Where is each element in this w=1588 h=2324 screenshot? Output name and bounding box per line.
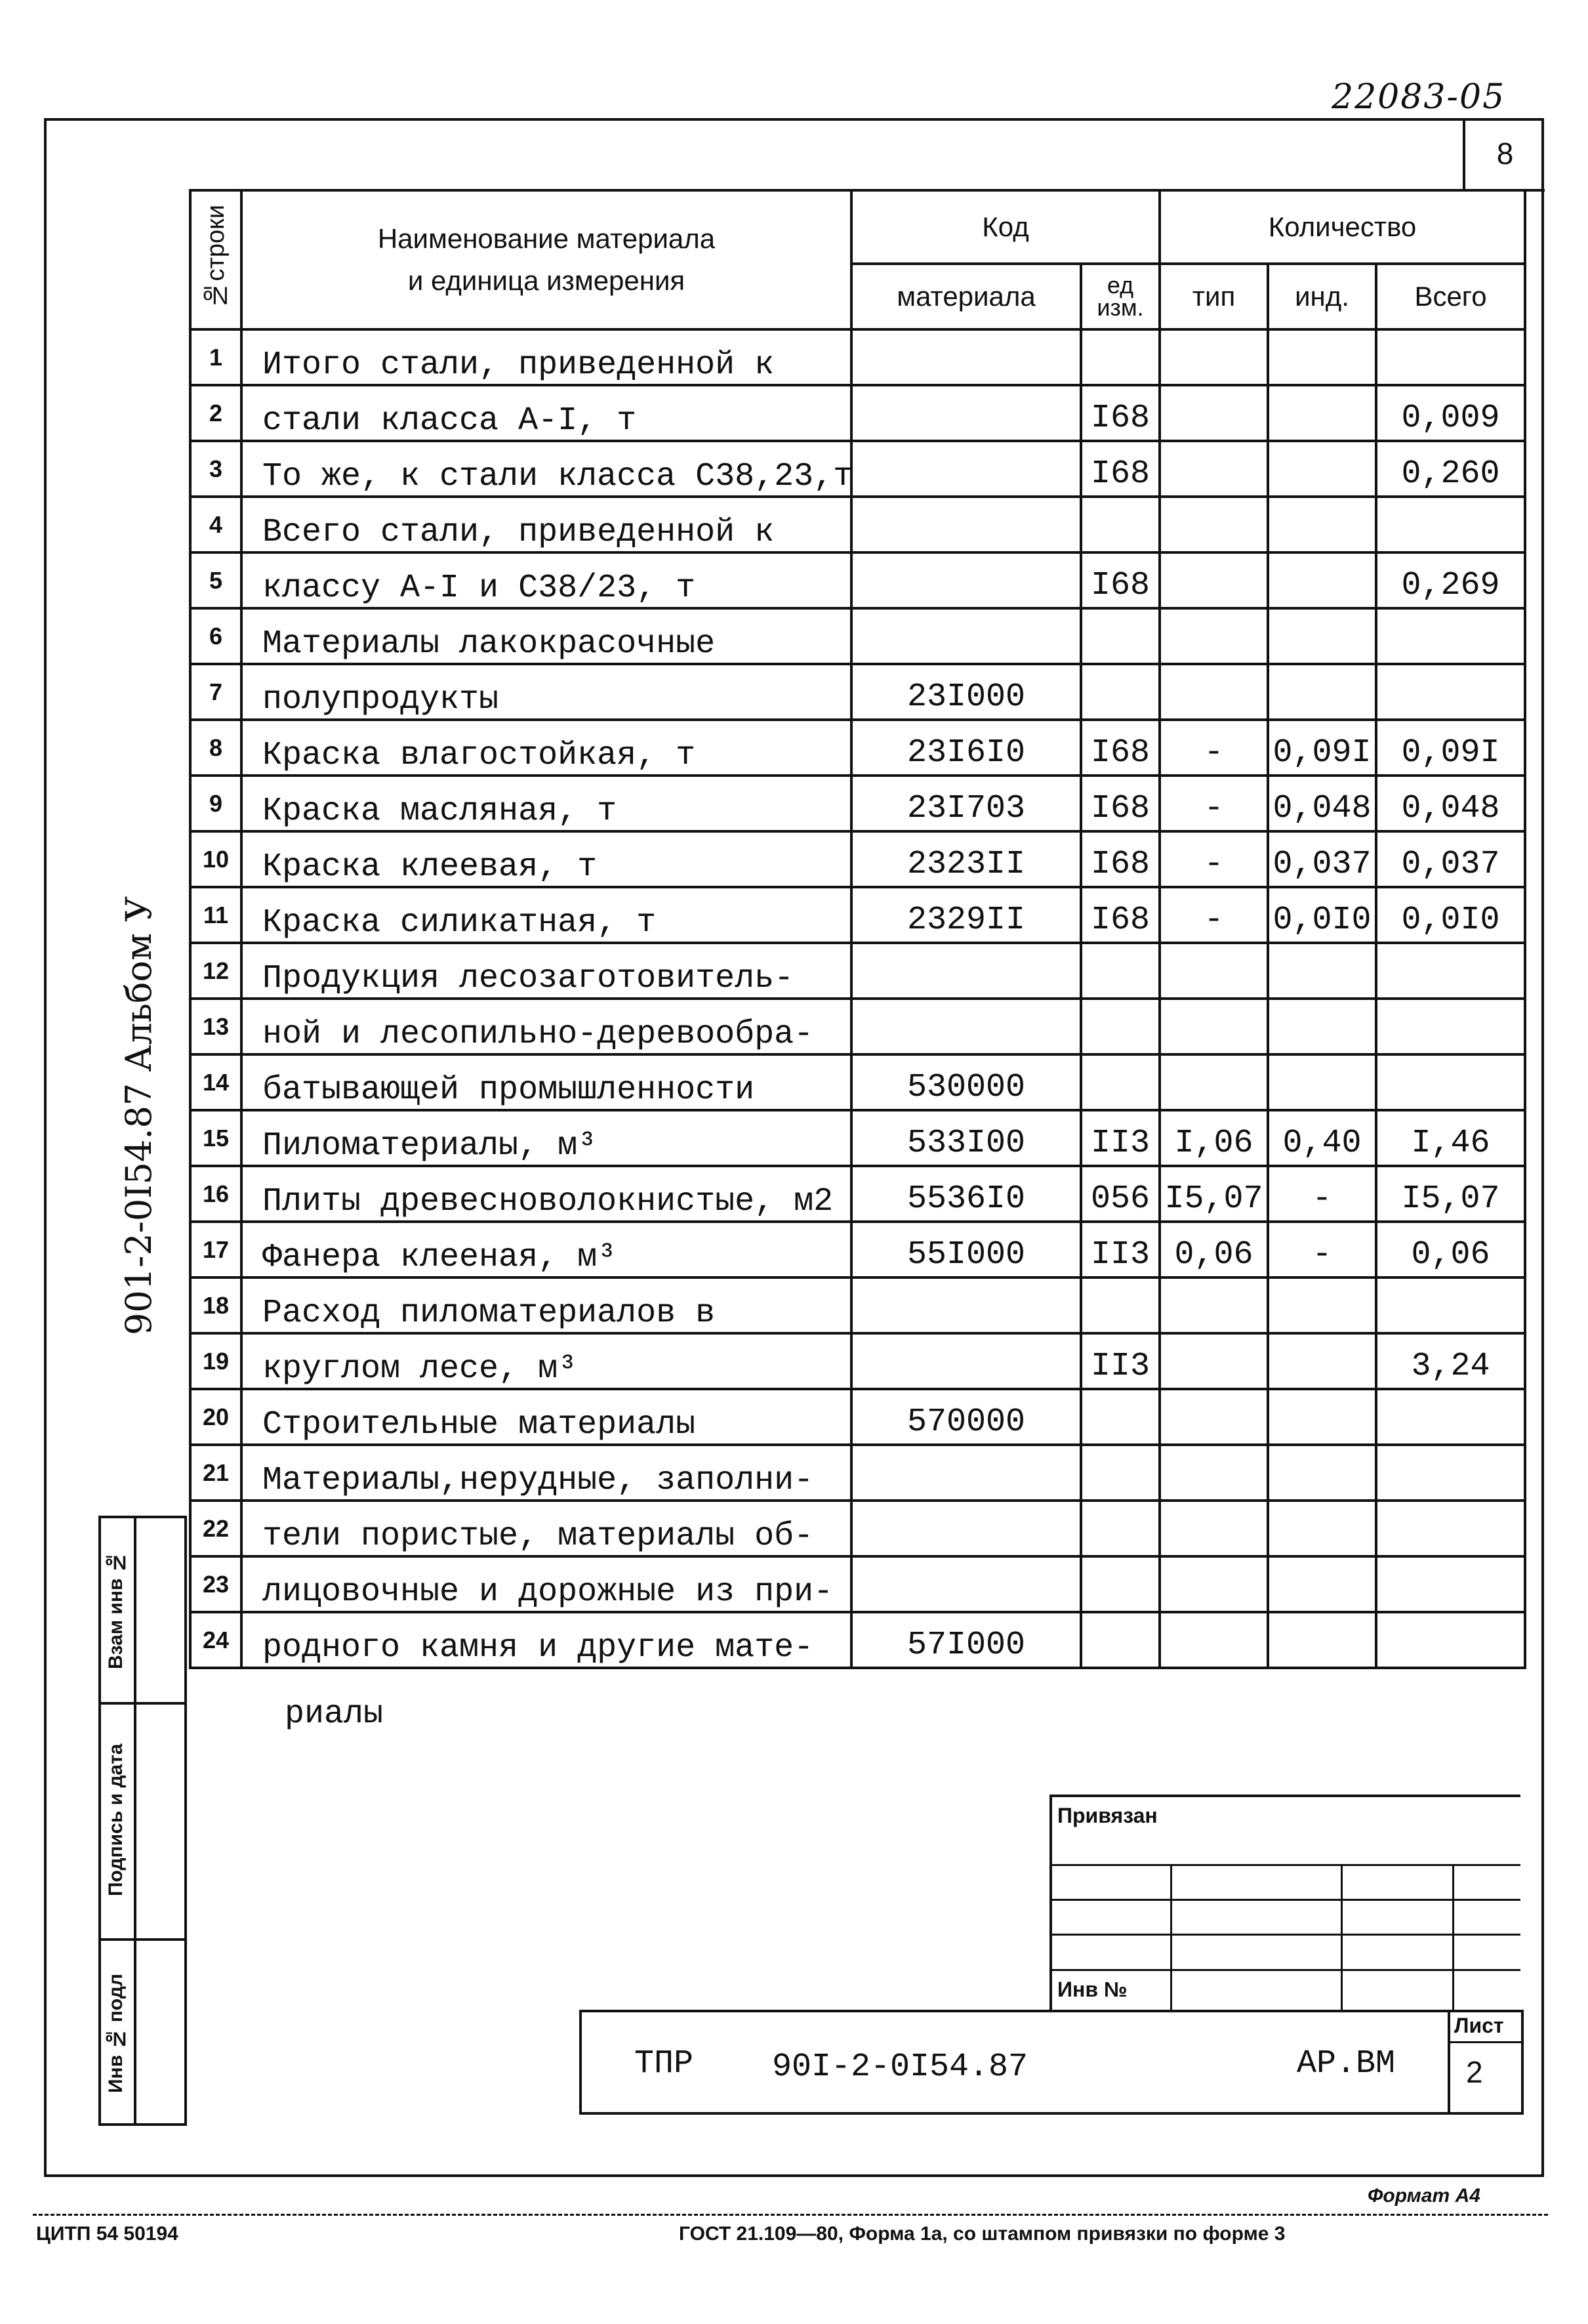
- stamp-inv-label: Инв №: [1057, 1978, 1128, 2001]
- qty-total: [1376, 1501, 1525, 1556]
- header-code-material: материала: [851, 264, 1081, 329]
- qty-ind: [1268, 608, 1376, 664]
- unit-code: [1081, 1612, 1160, 1668]
- qty-total: I,46: [1376, 1110, 1525, 1166]
- unit-code: II3: [1081, 1110, 1160, 1166]
- qty-ind: 0,0I0: [1268, 887, 1376, 943]
- material-name: Краска влагостойкая, т: [241, 720, 851, 776]
- qty-type: [1160, 1612, 1268, 1668]
- qty-ind: [1268, 1612, 1376, 1668]
- unit-code: [1081, 1501, 1160, 1556]
- list-divider: [1450, 2041, 1521, 2043]
- qty-ind: [1268, 1277, 1376, 1333]
- qty-total: [1376, 664, 1525, 720]
- stamp-line: [1052, 1864, 1520, 1866]
- material-name: Плиты древесноволокнистые, м2: [241, 1166, 851, 1222]
- qty-type: [1160, 1556, 1268, 1612]
- table-row: [190, 1110, 1525, 1166]
- table-row: [190, 887, 1525, 943]
- table-row: [190, 1054, 1525, 1110]
- row-number: 13: [190, 999, 241, 1054]
- header-row-number: №строки: [190, 190, 241, 329]
- material-code: [851, 1277, 1081, 1333]
- qty-type: I5,07: [1160, 1166, 1268, 1222]
- qty-type: -: [1160, 887, 1268, 943]
- document-code: 22083-05: [1332, 77, 1506, 117]
- material-name: полупродукты: [241, 664, 851, 720]
- unit-code: I68: [1081, 887, 1160, 943]
- qty-total: [1376, 1277, 1525, 1333]
- material-name: Пиломатериалы, м³: [241, 1110, 851, 1166]
- unit-code: [1081, 1445, 1160, 1501]
- qty-type: I,06: [1160, 1110, 1268, 1166]
- vzam-inv-label: Взам инв №: [105, 1551, 127, 1669]
- header-name-line2: и единица измерения: [407, 265, 685, 296]
- qty-type: [1160, 497, 1268, 552]
- header-code-group: Код: [851, 190, 1160, 264]
- privyazan-label: Привязан: [1057, 1804, 1158, 1827]
- material-code: [851, 608, 1081, 664]
- material-code: 57I000: [851, 1612, 1081, 1668]
- table-row: [190, 441, 1525, 497]
- material-name: родного камня и другие мате-: [241, 1612, 851, 1668]
- qty-total: 0,06: [1376, 1222, 1525, 1277]
- qty-ind: 0,09I: [1268, 720, 1376, 776]
- footer-right: ГОСТ 21.109—80, Форма 1а, со штампом привязки по форме 3: [679, 2223, 1286, 2245]
- material-code: 570000: [851, 1389, 1081, 1445]
- header-name-line1: Наименование материала: [377, 223, 716, 254]
- qty-ind: -: [1268, 1166, 1376, 1222]
- material-code: 533I00: [851, 1110, 1081, 1166]
- stamp-vline: [1170, 1864, 1172, 2011]
- qty-total: [1376, 999, 1525, 1054]
- signature-date-label: Подпись и дата: [105, 1743, 127, 1897]
- unit-code: [1081, 1556, 1160, 1612]
- header-unit-line2: изм.: [1097, 294, 1144, 321]
- stamp-line: [1052, 1934, 1520, 1936]
- qty-type: -: [1160, 776, 1268, 831]
- qty-type: [1160, 1445, 1268, 1501]
- qty-type: [1160, 441, 1268, 497]
- qty-total: 0,0I0: [1376, 887, 1525, 943]
- row-number: 9: [190, 776, 241, 831]
- material-name: Всего стали, приведенной к: [241, 497, 851, 552]
- continuation-text: риалы: [285, 1695, 384, 1733]
- material-code: 2323II: [851, 831, 1081, 887]
- unit-code: [1081, 608, 1160, 664]
- album-side-label: 901-2-0I54.87 Альбом У: [118, 896, 159, 1335]
- unit-code: [1081, 664, 1160, 720]
- table-row: [190, 1389, 1525, 1445]
- material-code: 23I000: [851, 664, 1081, 720]
- qty-type: [1160, 608, 1268, 664]
- qty-total: [1376, 1612, 1525, 1668]
- material-code: [851, 552, 1081, 608]
- header-unit-line1: ед: [1107, 272, 1134, 299]
- row-number: 8: [190, 720, 241, 776]
- material-code: 5536I0: [851, 1166, 1081, 1222]
- table-row: [190, 720, 1525, 776]
- qty-ind: [1268, 1389, 1376, 1445]
- qty-ind: [1268, 999, 1376, 1054]
- material-code: [851, 1556, 1081, 1612]
- qty-type: [1160, 1389, 1268, 1445]
- material-name: Расход пиломатериалов в: [241, 1277, 851, 1333]
- material-code: 23I6I0: [851, 720, 1081, 776]
- qty-type: [1160, 1277, 1268, 1333]
- material-name: круглом лесе, м³: [241, 1333, 851, 1389]
- row-number: 18: [190, 1277, 241, 1333]
- material-code: [851, 1445, 1081, 1501]
- material-name: Краска силикатная, т: [241, 887, 851, 943]
- row-number: 24: [190, 1612, 241, 1668]
- material-code: [851, 329, 1081, 385]
- row-number: 11: [190, 887, 241, 943]
- qty-total: 0,009: [1376, 385, 1525, 441]
- qty-ind: [1268, 441, 1376, 497]
- qty-type: [1160, 943, 1268, 999]
- header-qty-ind: инд.: [1268, 264, 1376, 329]
- qty-total: [1376, 1445, 1525, 1501]
- qty-total: [1376, 943, 1525, 999]
- qty-total: I5,07: [1376, 1166, 1525, 1222]
- qty-total: 0,269: [1376, 552, 1525, 608]
- unit-code: I68: [1081, 385, 1160, 441]
- qty-type: 0,06: [1160, 1222, 1268, 1277]
- table-row: [190, 1556, 1525, 1612]
- qty-total: 0,048: [1376, 776, 1525, 831]
- qty-total: [1376, 1389, 1525, 1445]
- left-stamp-divider: [101, 1938, 184, 1941]
- row-number: 15: [190, 1110, 241, 1166]
- drawing-mark: АР.ВМ: [1297, 2045, 1396, 2083]
- material-name: Строительные материалы: [241, 1389, 851, 1445]
- left-stamp-vline: [134, 1518, 136, 2123]
- row-number: 16: [190, 1166, 241, 1222]
- title-block: [579, 2010, 1524, 2115]
- material-name: лицовочные и дорожные из при-: [241, 1556, 851, 1612]
- qty-ind: [1268, 1445, 1376, 1501]
- unit-code: I68: [1081, 720, 1160, 776]
- stamp-line: [1052, 1899, 1520, 1901]
- unit-code: I68: [1081, 831, 1160, 887]
- material-code: 55I000: [851, 1222, 1081, 1277]
- table-row: [190, 1166, 1525, 1222]
- unit-code: [1081, 329, 1160, 385]
- qty-total: 3,24: [1376, 1333, 1525, 1389]
- qty-ind: [1268, 385, 1376, 441]
- row-number: 1: [190, 329, 241, 385]
- material-code: 2329II: [851, 887, 1081, 943]
- material-name: Итого стали, приведенной к: [241, 329, 851, 385]
- material-name: классу А-I и С38/23, т: [241, 552, 851, 608]
- qty-ind: [1268, 943, 1376, 999]
- row-number: 6: [190, 608, 241, 664]
- qty-total: [1376, 497, 1525, 552]
- unit-code: [1081, 943, 1160, 999]
- table-row: [190, 608, 1525, 664]
- unit-code: I68: [1081, 441, 1160, 497]
- row-number: 20: [190, 1389, 241, 1445]
- footer-left: ЦИТП 54 50194: [36, 2223, 178, 2245]
- qty-ind: 0,037: [1268, 831, 1376, 887]
- qty-total: [1376, 608, 1525, 664]
- qty-ind: [1268, 329, 1376, 385]
- material-name: батывающей промышленности: [241, 1054, 851, 1110]
- row-number: 23: [190, 1556, 241, 1612]
- row-number: 21: [190, 1445, 241, 1501]
- unit-code: I68: [1081, 776, 1160, 831]
- qty-type: -: [1160, 831, 1268, 887]
- qty-ind: [1268, 1054, 1376, 1110]
- material-name: стали класса А-I, т: [241, 385, 851, 441]
- tpr-label: ТПР: [634, 2045, 694, 2083]
- qty-ind: [1268, 1333, 1376, 1389]
- qty-ind: 0,40: [1268, 1110, 1376, 1166]
- material-code: 23I703: [851, 776, 1081, 831]
- material-code: [851, 999, 1081, 1054]
- header-qty-type: тип: [1160, 264, 1268, 329]
- table-row: [190, 831, 1525, 887]
- table-row: [190, 1445, 1525, 1501]
- qty-type: [1160, 1501, 1268, 1556]
- table-row: [190, 999, 1525, 1054]
- table-row: [190, 552, 1525, 608]
- qty-total: 0,260: [1376, 441, 1525, 497]
- qty-total: [1376, 329, 1525, 385]
- material-code: [851, 1501, 1081, 1556]
- material-code: [851, 943, 1081, 999]
- qty-ind: [1268, 1501, 1376, 1556]
- row-number: 22: [190, 1501, 241, 1556]
- qty-type: -: [1160, 720, 1268, 776]
- unit-code: I68: [1081, 552, 1160, 608]
- material-name: тели пористые, материалы об-: [241, 1501, 851, 1556]
- unit-code: [1081, 497, 1160, 552]
- qty-ind: [1268, 497, 1376, 552]
- sheet-box: [1448, 2012, 1521, 2112]
- table-row: [190, 943, 1525, 999]
- unit-code: II3: [1081, 1333, 1160, 1389]
- materials-table: [189, 189, 1526, 1669]
- stamp-line: [1052, 1969, 1520, 1971]
- table-row: [190, 776, 1525, 831]
- left-stamp-divider: [101, 1702, 184, 1705]
- row-number: 12: [190, 943, 241, 999]
- material-name: Краска клеевая, т: [241, 831, 851, 887]
- table-row: [190, 1222, 1525, 1277]
- row-number: 7: [190, 664, 241, 720]
- table-row: [190, 1612, 1525, 1668]
- material-code: [851, 1333, 1081, 1389]
- stamp-vline: [1341, 1864, 1343, 2011]
- row-number: 3: [190, 441, 241, 497]
- list-value: 2: [1466, 2055, 1483, 2089]
- footer-line: [33, 2214, 1548, 2216]
- unit-code: 056: [1081, 1166, 1160, 1222]
- material-name: Продукция лесозаготовитель-: [241, 943, 851, 999]
- material-code: [851, 441, 1081, 497]
- qty-total: 0,037: [1376, 831, 1525, 887]
- qty-type: [1160, 552, 1268, 608]
- table-row: [190, 385, 1525, 441]
- row-number: 17: [190, 1222, 241, 1277]
- row-number: 4: [190, 497, 241, 552]
- left-side-stamp: [98, 1516, 187, 2126]
- unit-code: [1081, 1277, 1160, 1333]
- material-name: Материалы,нерудные, заполни-: [241, 1445, 851, 1501]
- sheet-number: 8: [1463, 119, 1545, 192]
- stamp-vline: [1452, 1864, 1454, 2011]
- table-row: [190, 664, 1525, 720]
- table-row: [190, 329, 1525, 385]
- table-row: [190, 497, 1525, 552]
- row-number: 5: [190, 552, 241, 608]
- unit-code: II3: [1081, 1222, 1160, 1277]
- row-number: 19: [190, 1333, 241, 1389]
- table-row: [190, 1333, 1525, 1389]
- qty-type: [1160, 329, 1268, 385]
- qty-type: [1160, 664, 1268, 720]
- row-number: 2: [190, 385, 241, 441]
- qty-type: [1160, 1333, 1268, 1389]
- material-code: [851, 385, 1081, 441]
- row-number: 14: [190, 1054, 241, 1110]
- qty-ind: 0,048: [1268, 776, 1376, 831]
- material-name: Материалы лакокрасочные: [241, 608, 851, 664]
- qty-total: [1376, 1054, 1525, 1110]
- header-qty-total: Всего: [1376, 264, 1525, 329]
- unit-code: [1081, 999, 1160, 1054]
- format-label: Формат А4: [1368, 2185, 1480, 2207]
- binding-stamp: [1049, 1795, 1520, 2011]
- qty-type: [1160, 1054, 1268, 1110]
- qty-ind: -: [1268, 1222, 1376, 1277]
- material-code: [851, 497, 1081, 552]
- material-name: То же, к стали класса С38,23,т: [241, 441, 851, 497]
- material-name: ной и лесопильно-деревообра-: [241, 999, 851, 1054]
- table-row: [190, 1277, 1525, 1333]
- inv-podl-label: Инв № подл: [105, 1974, 127, 2093]
- unit-code: [1081, 1389, 1160, 1445]
- qty-type: [1160, 385, 1268, 441]
- qty-ind: [1268, 552, 1376, 608]
- qty-ind: [1268, 1556, 1376, 1612]
- header-code-unit: [1081, 264, 1160, 329]
- material-name: Краска масляная, т: [241, 776, 851, 831]
- material-name: Фанера клееная, м³: [241, 1222, 851, 1277]
- qty-total: 0,09I: [1376, 720, 1525, 776]
- unit-code: [1081, 1054, 1160, 1110]
- material-code: 530000: [851, 1054, 1081, 1110]
- qty-ind: [1268, 664, 1376, 720]
- table-row: [190, 1501, 1525, 1556]
- row-number: 10: [190, 831, 241, 887]
- header-quantity-group: Количество: [1160, 190, 1525, 264]
- project-code: 90I-2-0I54.87: [772, 2048, 1028, 2086]
- header-material-name: [241, 190, 851, 329]
- list-label: Лист: [1454, 2014, 1504, 2037]
- qty-type: [1160, 999, 1268, 1054]
- qty-total: [1376, 1556, 1525, 1612]
